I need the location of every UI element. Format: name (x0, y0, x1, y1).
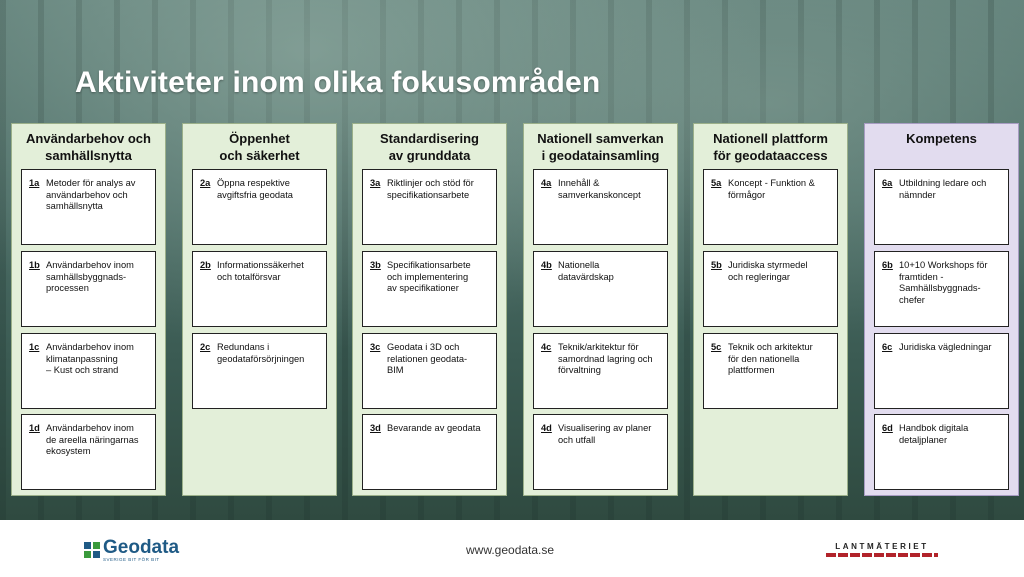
activity-box (192, 169, 327, 245)
column-heading-line: av grunddata (388, 148, 471, 163)
activity-box (192, 251, 327, 327)
column-heading-line: i geodatainsamling (541, 148, 660, 163)
activity-code: 4b (541, 260, 552, 270)
column-heading-line: Standardisering (380, 131, 479, 146)
activity-text: Innehåll & samverkanskoncept (558, 178, 641, 200)
column-heading-line: och säkerhet (219, 148, 300, 163)
activity-code: 6d (882, 423, 893, 433)
column-heading (694, 130, 847, 164)
activity-box (362, 333, 497, 409)
activity-text: Handbok digitala detaljplaner (899, 423, 969, 445)
lantmateriet-logo-text: LANTMÄTERIET (835, 542, 929, 551)
activity-box (533, 414, 668, 490)
column-4 (523, 123, 678, 496)
activity-code: 4d (541, 423, 552, 433)
activity-code: 2a (200, 178, 211, 188)
activity-text: Användarbehov inom klimatanpassning – Kust och strand (46, 342, 134, 375)
activity-box (533, 169, 668, 245)
activity-text: Juridiska vägledningar (899, 342, 992, 352)
activity-code: 1b (29, 260, 40, 270)
activity-text: Riktlinjer och stöd för specifikationsarbete (387, 178, 474, 200)
activity-code: 4a (541, 178, 552, 188)
activity-text: Användarbehov inom samhällsbyggnads- processen (46, 260, 134, 293)
column-heading (524, 130, 677, 164)
lantmateriet-logo (826, 542, 938, 557)
geodata-logo-text: Geodata (103, 537, 180, 558)
column-heading-line: Kompetens (906, 131, 977, 146)
activity-code: 3b (370, 260, 381, 270)
column-heading (865, 130, 1018, 147)
activity-box (874, 251, 1009, 327)
column-heading (183, 130, 336, 164)
geodata-tagline: SVERIGE BIT FÖR BIT (103, 557, 160, 562)
footer (0, 520, 1024, 577)
activity-text: Redundans i geodataförsörjningen (217, 342, 305, 364)
geodata-logo-icon (84, 542, 100, 558)
lantmateriet-logo-bar (826, 553, 938, 557)
activity-code: 6c (882, 342, 893, 352)
column-2 (182, 123, 337, 496)
activity-text: Specifikationsarbete och implementering av specifikationer (387, 260, 471, 293)
column-5 (693, 123, 848, 496)
column-heading-line: Nationell plattform (713, 131, 828, 146)
activity-code: 1c (29, 342, 40, 352)
activity-code: 5b (711, 260, 722, 270)
activity-text: Teknik och arkitektur för den nationella plattformen (728, 342, 813, 375)
activity-text: Koncept - Funktion & förmågor (728, 178, 815, 200)
column-1 (11, 123, 166, 496)
activity-text: Metoder för analys av användarbehov och samhällsnytta (46, 178, 136, 211)
activity-box (874, 333, 1009, 409)
focus-areas (11, 123, 1017, 498)
activity-code: 2b (200, 260, 211, 270)
column-heading (12, 130, 165, 164)
activity-box (703, 169, 838, 245)
column-heading-line: Öppenhet (229, 131, 290, 146)
column-6 (864, 123, 1019, 496)
activity-box (362, 169, 497, 245)
activity-text: Juridiska styrmedel och regleringar (728, 260, 808, 282)
activity-code: 4c (541, 342, 552, 352)
activity-box (362, 414, 497, 490)
activity-box (874, 414, 1009, 490)
activity-code: 2c (200, 342, 211, 352)
activity-box (703, 251, 838, 327)
activity-box (874, 169, 1009, 245)
activity-text: Utbildning ledare och nämnder (899, 178, 987, 200)
activity-text: Teknik/arkitektur för samordnad lagring och förvaltning (558, 342, 653, 375)
activity-box (21, 414, 156, 490)
activity-box (21, 333, 156, 409)
activity-text: Geodata i 3D och relationen geodata- BIM (387, 342, 468, 375)
activity-code: 5a (711, 178, 722, 188)
column-heading-line: Användarbehov och (26, 131, 151, 146)
activity-code: 3c (370, 342, 381, 352)
activity-text: Nationella datavärdskap (558, 260, 614, 282)
activity-code: 1a (29, 178, 40, 188)
activity-code: 3d (370, 423, 381, 433)
activity-text: Visualisering av planer och utfall (558, 423, 652, 445)
column-heading-line: för geodataaccess (713, 148, 828, 163)
column-heading-line: Nationell samverkan (537, 131, 664, 146)
activity-text: Användarbehov inom de areella näringarnas ekosystem (46, 423, 139, 456)
activity-code: 6a (882, 178, 893, 188)
activity-box (362, 251, 497, 327)
activity-code: 5c (711, 342, 722, 352)
activity-text: 10+10 Workshops för framtiden - Samhällsbyggnads- chefer (899, 260, 988, 305)
activity-box (21, 251, 156, 327)
activity-box (533, 251, 668, 327)
column-heading (353, 130, 506, 164)
activity-code: 6b (882, 260, 893, 270)
activity-box (21, 169, 156, 245)
website-link[interactable]: www.geodata.se (466, 543, 555, 557)
column-heading-line: samhällsnytta (45, 148, 132, 163)
slide-title: Aktiviteter inom olika fokusområden (75, 66, 601, 99)
activity-code: 3a (370, 178, 381, 188)
column-3 (352, 123, 507, 496)
activity-text: Informationssäkerhet och totalförsvar (217, 260, 304, 282)
activity-box (192, 333, 327, 409)
activity-code: 1d (29, 423, 40, 433)
activity-text: Öppna respektive avgiftsfria geodata (217, 178, 293, 200)
activity-text: Bevarande av geodata (387, 423, 481, 433)
activity-box (533, 333, 668, 409)
activity-box (703, 333, 838, 409)
geodata-logo (84, 538, 179, 563)
